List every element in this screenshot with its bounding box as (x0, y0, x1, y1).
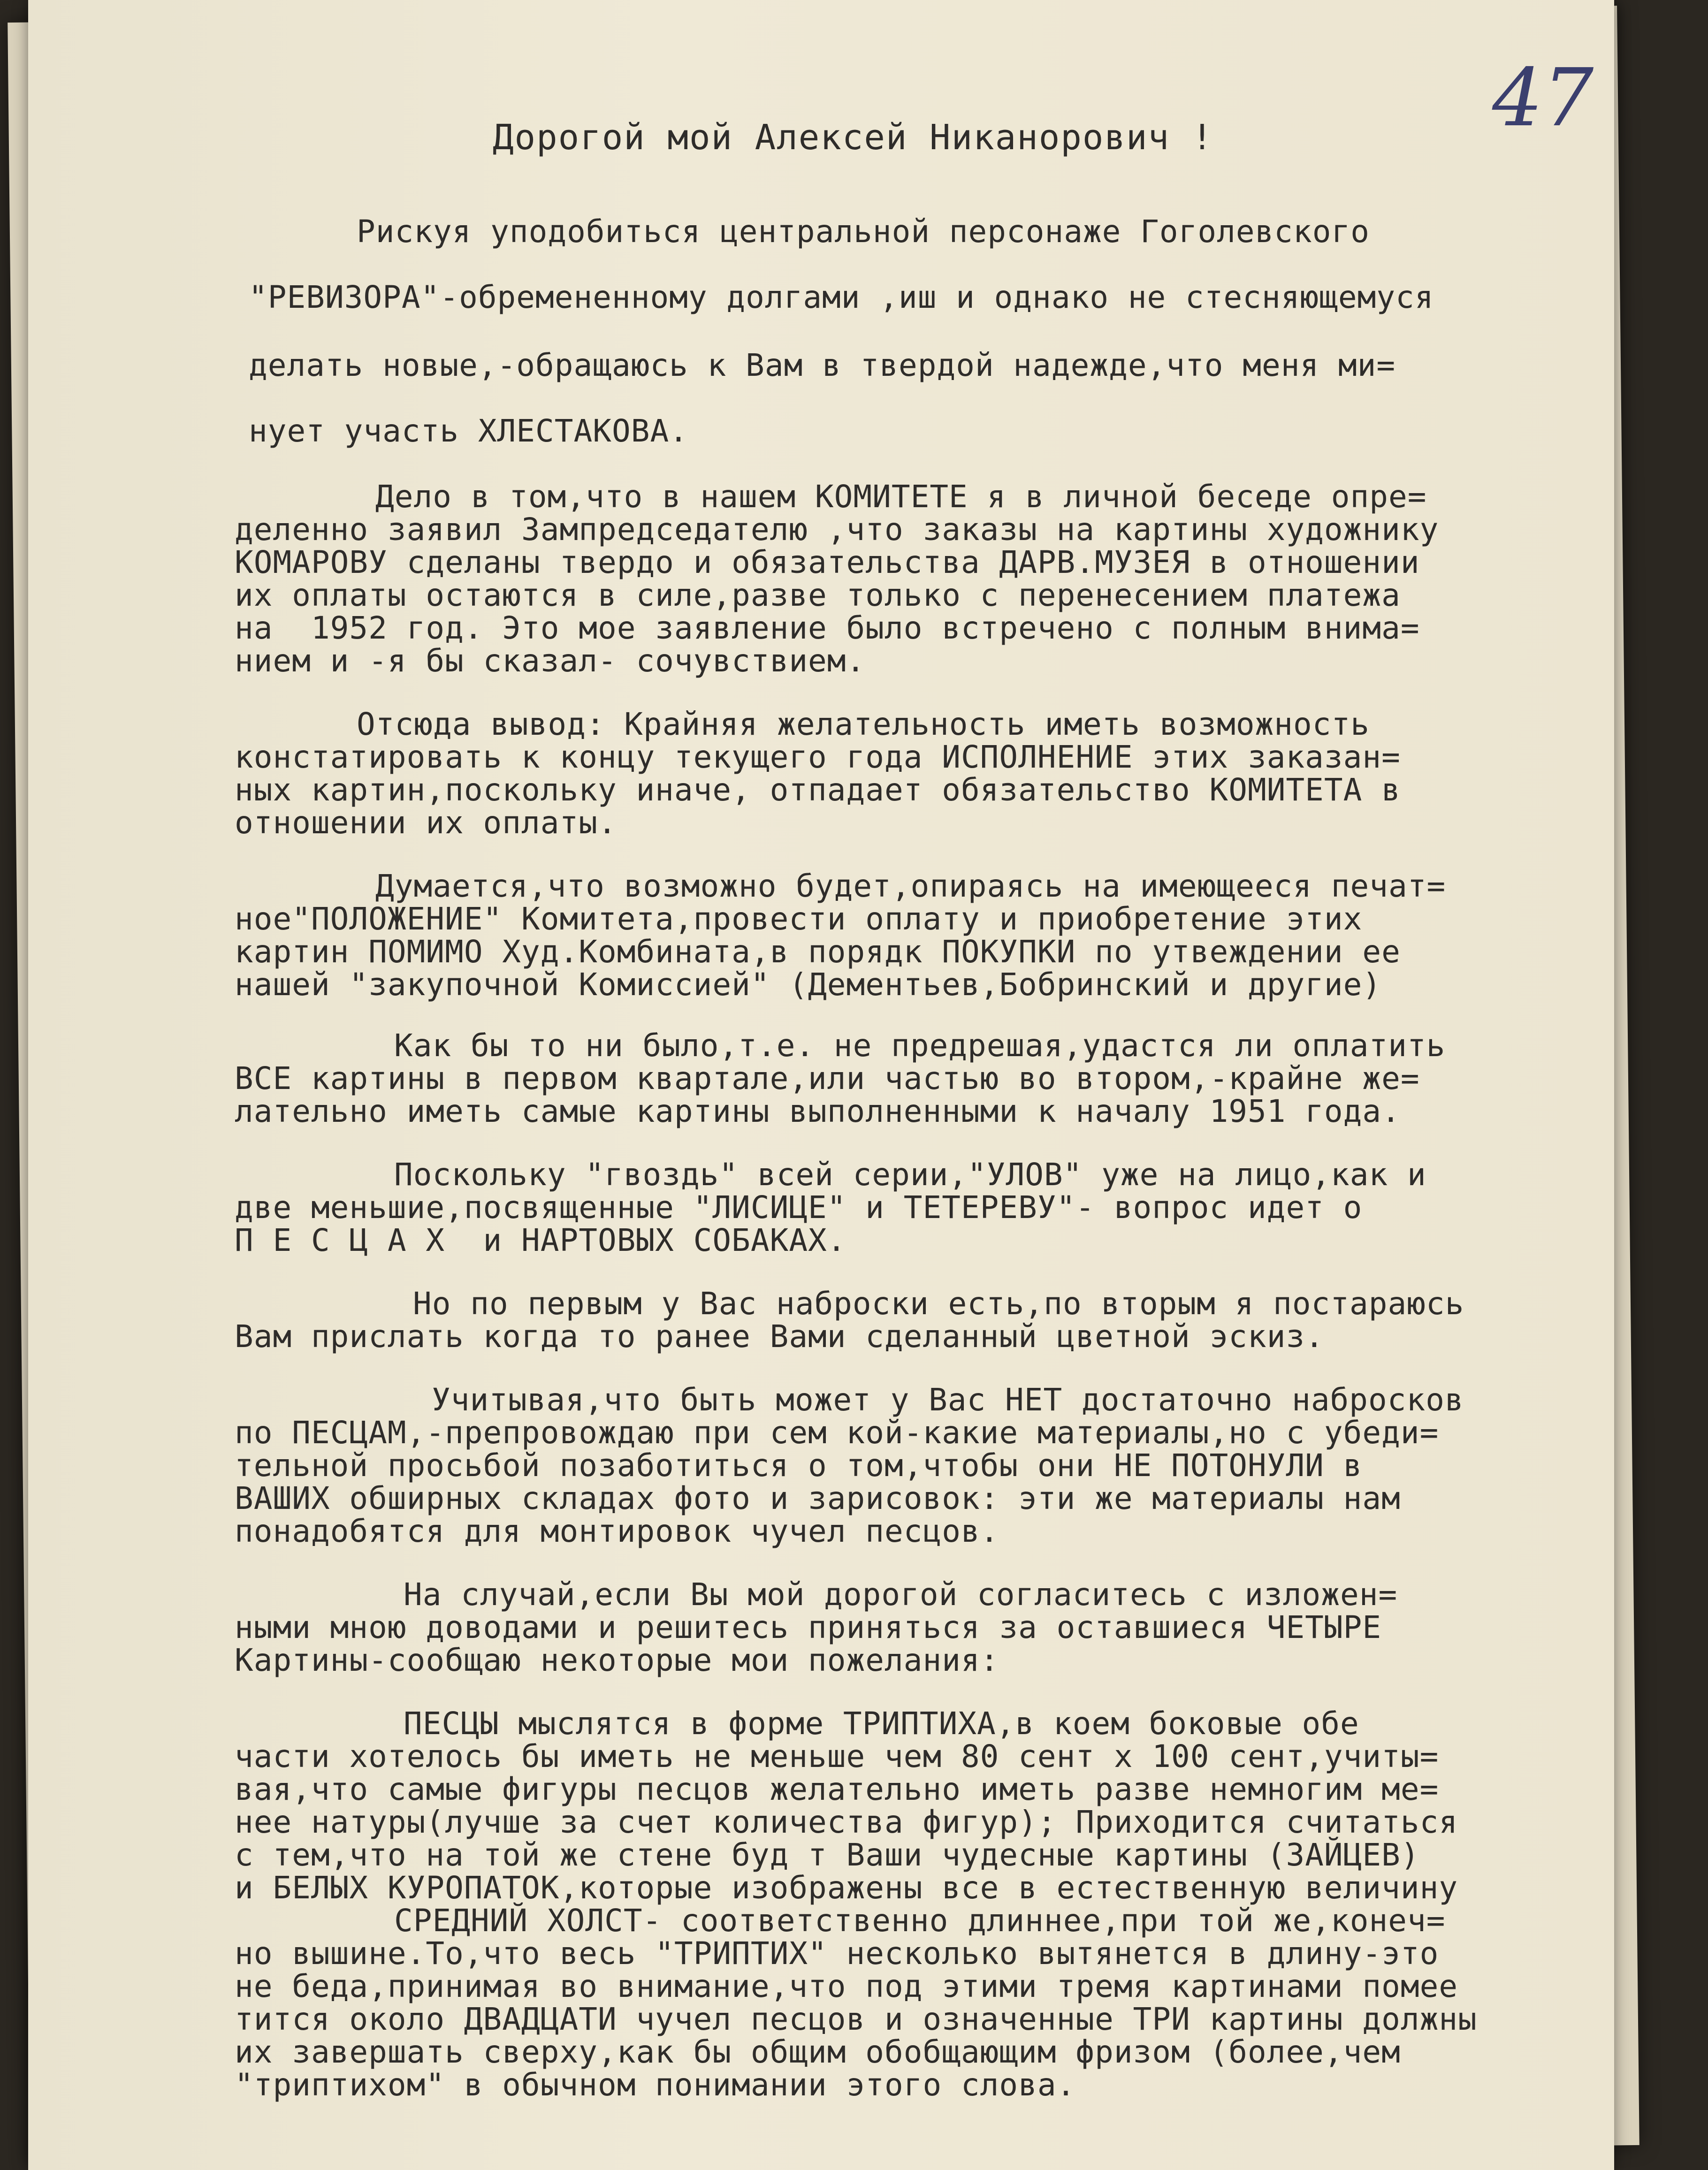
text-line: ПЕСЦЫ мыслятся в форме ТРИПТИХА,в коем боковые обе (404, 1706, 1359, 1742)
text-line: вая,что самые фигуры песцов желательно иметь разве немногим ме= (235, 1771, 1439, 1807)
text-line: Рискуя уподобиться центральной персонаже Гоголевского (357, 213, 1370, 250)
text-line: две меньшие,посвященные "ЛИСИЦЕ" и ТЕТЕРЕВУ"- вопрос идет о (235, 1189, 1363, 1226)
text-line: понадобятся для монтировок чучел песцов. (235, 1513, 999, 1549)
text-line: части хотелось бы иметь не меньше чем 80 сент х 100 сент,учиты= (235, 1738, 1439, 1774)
text-line: Вам прислать когда то ранее Вами сделанный цветной эскиз. (235, 1318, 1324, 1355)
text-line: нием и -я бы сказал- сочувствием. (235, 643, 866, 679)
text-line: нее натуры(лучше за счет количества фигур); Приходится считаться (235, 1804, 1458, 1840)
text-line: КОМАРОВУ сделаны твердо и обязательства ДАРВ.МУЗЕЯ в отношении (235, 544, 1420, 580)
text-line: на 1952 год. Это мое заявление было встречено с полным внима= (235, 610, 1420, 646)
text-line: нует участь ХЛЕСТАКОВА. (249, 413, 688, 449)
text-line: Дело в том,что в нашем КОМИТЕТЕ я в личной беседе опре= (375, 479, 1427, 515)
text-line: их оплаты остаются в силе,разве только с перенесением платежа (235, 577, 1401, 613)
text-line: делать новые,-обращаюсь к Вам в твердой надежде,что меня ми= (249, 347, 1396, 383)
text-line: по ПЕСЦАМ,-препровождаю при сем кой-какие материалы,но с убеди= (235, 1415, 1439, 1451)
text-line: тится около ДВАДЦАТИ чучел песцов и означенные ТРИ картины должны (235, 2001, 1477, 2037)
document-page (28, 0, 1614, 2170)
text-line: Поскольку "гвоздь" всей серии,"УЛОВ" уже на лицо,как и (394, 1157, 1426, 1193)
text-line: ВАШИХ обширных складах фото и зарисовок: эти же материалы нам (235, 1480, 1401, 1516)
text-line: и БЕЛЫХ КУРОПАТОК,которые изображены все в естественную величину (235, 1870, 1458, 1906)
text-line: тельной просьбой позаботиться о том,чтобы они НЕ ПОТОНУЛИ в (235, 1447, 1363, 1484)
text-line: Но по первым у Вас наброски есть,по вторым я постараюсь (413, 1286, 1464, 1322)
text-line: "РЕВИЗОРА"-обремененному долгами ,иш и однако не стесняющемуся (249, 279, 1434, 315)
text-line: деленно заявил Зампредседателю ,что заказы на картины художнику (235, 511, 1439, 548)
text-line: но вышине.То,что весь "ТРИПТИХ" несколько вытянется в длину-это (235, 1935, 1439, 1972)
text-line: отношении их оплаты. (235, 805, 617, 841)
text-line: не беда,принимая во внимание,что под этими тремя картинами помее (235, 1968, 1458, 2004)
text-line: констатировать к концу текущего года ИСПОЛНЕНИЕ этих заказан= (235, 739, 1401, 775)
text-line: Отсюда вывод: Крайняя желательность иметь возможность (357, 706, 1370, 742)
text-line: Как бы то ни было,т.е. не предрешая,удастся ли оплатить (394, 1028, 1446, 1064)
text-line: нашей "закупочной Комиссией" (Дементьев,Бобринский и другие) (235, 967, 1382, 1003)
text-line: СРЕДНИЙ ХОЛСТ- соответственно длиннее,при той же,конеч= (394, 1903, 1446, 1939)
text-line: На случай,если Вы мой дорогой согласитесь с изложен= (404, 1576, 1398, 1613)
salutation: Дорогой мой Алексей Никанорович ! (493, 117, 1214, 158)
folio-number: 47 (1492, 52, 1594, 145)
text-line: их завершать сверху,как бы общим обобщающим фризом (более,чем (235, 2034, 1401, 2070)
text-line: Думается,что возможно будет,опираясь на имеющееся печат= (375, 868, 1446, 904)
text-line: ВСЕ картины в первом квартале,или частью во втором,-крайне же= (235, 1060, 1420, 1096)
text-line: ными мною доводами и решитесь приняться за оставшиеся ЧЕТЫРЕ (235, 1609, 1382, 1645)
text-line: ное"ПОЛОЖЕНИЕ" Комитета,провести оплату и приобретение этих (235, 901, 1363, 937)
text-line: Учитывая,что быть может у Вас НЕТ достаточно набросков (432, 1382, 1464, 1418)
text-line: Картины-сообщаю некоторые мои пожелания: (235, 1642, 999, 1678)
text-line: П Е С Ц А Х и НАРТОВЫХ СОБАКАХ. (235, 1222, 846, 1258)
text-line: "триптихом" в обычном понимании этого слова. (235, 2067, 1076, 2103)
text-line: ных картин,поскольку иначе, отпадает обязательство КОМИТЕТА в (235, 772, 1401, 808)
text-line: лательно иметь самые картины выполненными к началу 1951 года. (235, 1093, 1401, 1129)
text-line: картин ПОМИМО Худ.Комбината,в порядк ПОКУПКИ по утвеждении ее (235, 934, 1401, 970)
text-line: с тем,что на той же стене буд т Ваши чудесные картины (ЗАЙЦЕВ) (235, 1837, 1420, 1873)
